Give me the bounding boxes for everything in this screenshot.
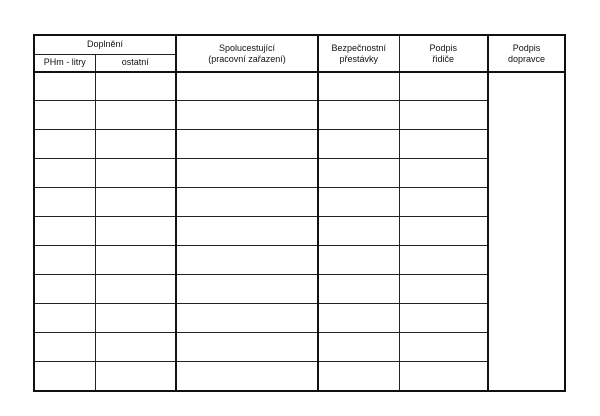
logbook-table xyxy=(35,36,564,390)
header-safety-breaks xyxy=(318,36,399,72)
driver-signature-cell[interactable] xyxy=(399,188,488,217)
driver-signature-cell[interactable] xyxy=(399,72,488,101)
header-safety-breaks-label: Bezpečnostní přestávky xyxy=(331,42,387,64)
header-passengers xyxy=(176,36,318,72)
passengers-cell[interactable] xyxy=(176,159,318,188)
header-driver-signature-label: Podpis řidiče xyxy=(429,42,458,64)
table-row xyxy=(35,217,564,246)
driver-signature-cell[interactable] xyxy=(399,361,488,390)
fuel-cell[interactable] xyxy=(35,303,95,332)
header-row-top xyxy=(35,36,564,54)
carrier-signature-cell[interactable] xyxy=(488,72,564,390)
safety-breaks-cell[interactable] xyxy=(318,130,399,159)
driver-signature-cell[interactable] xyxy=(399,245,488,274)
table-row xyxy=(35,72,564,101)
fuel-cell[interactable] xyxy=(35,130,95,159)
table-row xyxy=(35,245,564,274)
driver-signature-cell[interactable] xyxy=(399,217,488,246)
logbook-form xyxy=(33,34,566,392)
header-refill-group xyxy=(35,36,176,54)
fuel-cell[interactable] xyxy=(35,361,95,390)
passengers-cell[interactable] xyxy=(176,332,318,361)
other-cell[interactable] xyxy=(95,159,176,188)
passengers-cell[interactable] xyxy=(176,361,318,390)
driver-signature-cell[interactable] xyxy=(399,332,488,361)
other-cell[interactable] xyxy=(95,332,176,361)
safety-breaks-cell[interactable] xyxy=(318,159,399,188)
header-driver-signature xyxy=(399,36,488,72)
table-row xyxy=(35,274,564,303)
other-cell[interactable] xyxy=(95,72,176,101)
fuel-cell[interactable] xyxy=(35,274,95,303)
other-cell[interactable] xyxy=(95,217,176,246)
safety-breaks-cell[interactable] xyxy=(318,361,399,390)
fuel-cell[interactable] xyxy=(35,101,95,130)
passengers-cell[interactable] xyxy=(176,245,318,274)
table-row xyxy=(35,303,564,332)
table-row xyxy=(35,188,564,217)
safety-breaks-cell[interactable] xyxy=(318,72,399,101)
header-other xyxy=(95,54,176,72)
passengers-cell[interactable] xyxy=(176,101,318,130)
header-fuel-liters-label: PHm - litry xyxy=(43,57,86,68)
passengers-cell[interactable] xyxy=(176,303,318,332)
header-fuel-liters xyxy=(35,54,95,72)
fuel-cell[interactable] xyxy=(35,332,95,361)
other-cell[interactable] xyxy=(95,101,176,130)
driver-signature-cell[interactable] xyxy=(399,101,488,130)
header-carrier-signature xyxy=(488,36,564,72)
passengers-cell[interactable] xyxy=(176,130,318,159)
driver-signature-cell[interactable] xyxy=(399,274,488,303)
fuel-cell[interactable] xyxy=(35,217,95,246)
fuel-cell[interactable] xyxy=(35,188,95,217)
header-passengers-label: Spolucestující (pracovní zařazení) xyxy=(208,42,286,64)
other-cell[interactable] xyxy=(95,274,176,303)
safety-breaks-cell[interactable] xyxy=(318,332,399,361)
passengers-cell[interactable] xyxy=(176,217,318,246)
fuel-cell[interactable] xyxy=(35,159,95,188)
other-cell[interactable] xyxy=(95,361,176,390)
safety-breaks-cell[interactable] xyxy=(318,217,399,246)
table-row xyxy=(35,130,564,159)
other-cell[interactable] xyxy=(95,245,176,274)
safety-breaks-cell[interactable] xyxy=(318,245,399,274)
fuel-cell[interactable] xyxy=(35,72,95,101)
table-row xyxy=(35,101,564,130)
passengers-cell[interactable] xyxy=(176,274,318,303)
header-carrier-signature-label: Podpis dopravce xyxy=(507,42,546,64)
passengers-cell[interactable] xyxy=(176,188,318,217)
table-row xyxy=(35,361,564,390)
header-other-label: ostatní xyxy=(121,57,149,68)
fuel-cell[interactable] xyxy=(35,245,95,274)
driver-signature-cell[interactable] xyxy=(399,130,488,159)
passengers-cell[interactable] xyxy=(176,72,318,101)
other-cell[interactable] xyxy=(95,303,176,332)
table-row xyxy=(35,332,564,361)
other-cell[interactable] xyxy=(95,130,176,159)
header-refill-label: Doplnění xyxy=(86,39,124,50)
safety-breaks-cell[interactable] xyxy=(318,274,399,303)
safety-breaks-cell[interactable] xyxy=(318,303,399,332)
table-row xyxy=(35,159,564,188)
safety-breaks-cell[interactable] xyxy=(318,188,399,217)
other-cell[interactable] xyxy=(95,188,176,217)
safety-breaks-cell[interactable] xyxy=(318,101,399,130)
driver-signature-cell[interactable] xyxy=(399,159,488,188)
driver-signature-cell[interactable] xyxy=(399,303,488,332)
